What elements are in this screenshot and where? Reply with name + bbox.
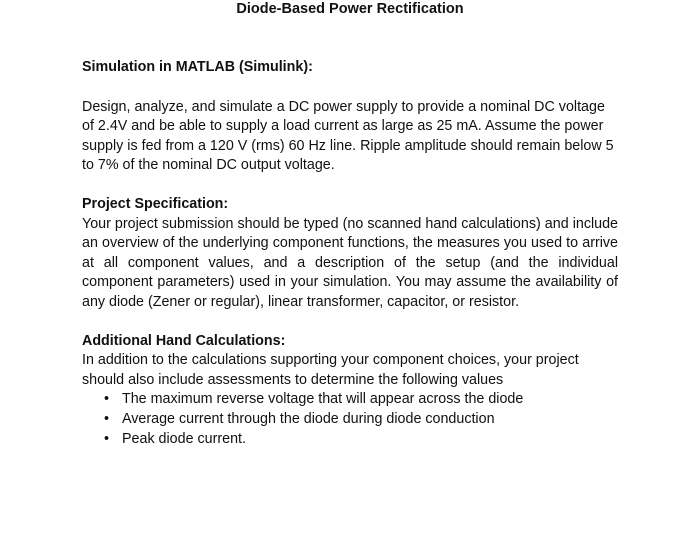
section-body-additional-hand-calculations: In addition to the calculations supporting your component choices, your project should also include assessments to determine the following values: [82, 352, 579, 388]
bullet-icon: •: [104, 430, 110, 447]
list-item-text: The maximum reverse voltage that will appear across the diode: [122, 391, 524, 408]
spacer: [82, 78, 618, 98]
bullet-icon: •: [104, 410, 110, 427]
document-body: [82, 58, 618, 449]
list-item-text: Peak diode current.: [122, 430, 246, 447]
spacer: [82, 176, 618, 195]
spacer: [82, 313, 618, 332]
bullet-list: [82, 390, 618, 449]
list-item: [104, 430, 618, 450]
section-heading-simulation: Simulation in MATLAB (Simulink):: [82, 59, 313, 75]
list-item: [104, 410, 618, 430]
section-body-project-specification: Your project submission should be typed (no scanned hand calculations) and include an overview of the underlying component functions, the measures you used to arrive at all component values, and a description of the setup (and the individual component parameters) used in your simulation. You may assume the availability of any diode (Zener or regular), linear transformer, capacitor, or resistor.: [82, 215, 618, 310]
list-item-text: Average current through the diode during diode conduction: [122, 410, 495, 427]
list-item: [104, 390, 618, 410]
section-body-simulation: Design, analyze, and simulate a DC power supply to provide a nominal DC voltage of 2.4V and be able to supply a load current as large as 25 mA. Assume the power supply is fed from a 120 V (rms) 60 Hz line. Ripple amplitude should remain below 5 to 7% of the nominal DC output voltage.: [82, 98, 614, 174]
bullet-icon: •: [104, 391, 110, 408]
section-heading-additional-hand-calculations: Additional Hand Calculations:: [82, 332, 286, 349]
section-heading-project-specification: Project Specification:: [82, 195, 229, 212]
document-title: Diode-Based Power Rectification: [236, 1, 464, 17]
